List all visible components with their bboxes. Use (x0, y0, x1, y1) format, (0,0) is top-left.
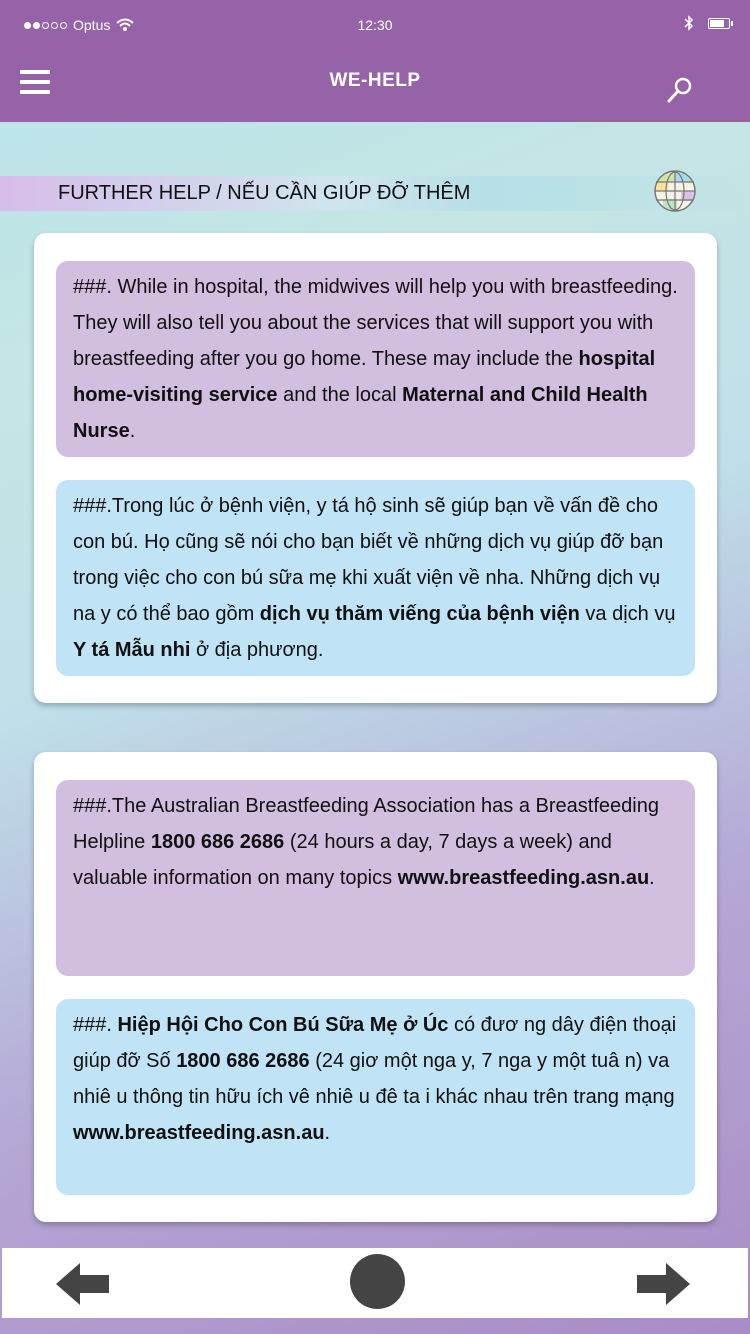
website-link[interactable]: www.breastfeeding.asn.au (397, 867, 650, 889)
section-title: FURTHER HELP / NẾU CẦN GIÚP ĐỠ THÊM (58, 182, 471, 204)
text: (24 giơ một nga y, 7 nga y một tuâ n) va nhiê u thông tin hữu ích vê nhiê u đê ta i khác nhau trên trang mạng (73, 1050, 675, 1108)
carrier-label: Optus (73, 17, 111, 33)
info-card-hospital (34, 233, 717, 703)
app-title: WE-HELP (329, 70, 421, 91)
text: có đươ ng dây điện thoại giúp đỡ Số (73, 1014, 677, 1072)
phone-number: 1800 686 2686 (150, 831, 285, 853)
bottom-navigation-bar (2, 1248, 748, 1318)
text: ###. (73, 1014, 118, 1036)
search-icon[interactable] (666, 76, 694, 104)
text: ###.Trong lúc ở bệnh viện, y tá hộ sinh sẽ giúp bạn về vấn đề cho con bú. Họ cũng sẽ nói cho bạn biết về những dịch vụ giúp đỡ bạn trong việc cho con bú sữa mẹ khi xuất viện về nha. Những dịch vụ na y có thể bao gồm (73, 495, 664, 625)
phone-number: 1800 686 2686 (176, 1050, 310, 1072)
text: . (129, 420, 136, 442)
status-bar (0, 0, 750, 50)
bold-text: dịch vụ thăm viếng của bệnh viện (259, 603, 580, 625)
website-link[interactable]: www.breastfeeding.asn.au (73, 1122, 325, 1144)
status-right (684, 15, 730, 31)
text: ở địa phương. (190, 639, 324, 661)
text: . (649, 867, 655, 889)
text: ###. While in hospital, the midwives will help you with breastfeeding. They will also tell you about the services that will support you with breastfeeding after you go home. These may include the (73, 276, 678, 370)
text: . (324, 1122, 331, 1144)
text: va dịch vụ (579, 603, 676, 625)
info-card-association (34, 752, 717, 1222)
bluetooth-icon (684, 15, 694, 31)
bold-text: hospital home-visiting service (73, 348, 656, 406)
vietnamese-text-bubble (56, 999, 695, 1195)
text: ###.The Australian Breastfeeding Association has a Breastfeeding Helpline (73, 795, 659, 853)
bold-text: Hiệp Hội Cho Con Bú Sữa Mẹ ở Úc (117, 1014, 449, 1036)
bold-text: Y tá Mẫu nhi (73, 639, 191, 661)
text: and the local (277, 384, 403, 406)
app-header (0, 0, 750, 122)
battery-icon (708, 18, 730, 29)
section-banner (0, 176, 750, 211)
bold-text: Maternal and Child Health Nurse (73, 384, 648, 442)
arrow-right-icon[interactable] (634, 1260, 692, 1308)
english-text-bubble (56, 261, 695, 457)
status-time: 12:30 (357, 17, 393, 33)
english-text-bubble (56, 780, 695, 976)
home-button[interactable] (350, 1254, 405, 1309)
globe-language-icon[interactable] (653, 169, 697, 213)
arrow-left-icon[interactable] (54, 1260, 112, 1308)
vietnamese-text-bubble (56, 480, 695, 676)
text: (24 hours a day, 7 days a week) and valuable information on many topics (73, 831, 612, 889)
